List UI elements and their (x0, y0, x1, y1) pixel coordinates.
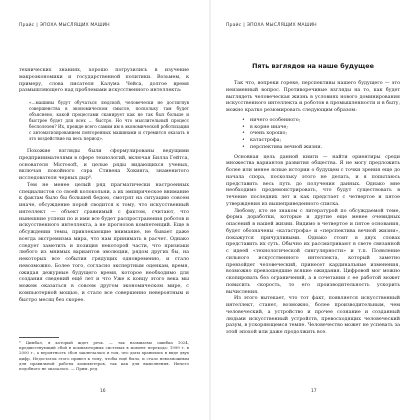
left-page (0, 0, 209, 420)
body-text-left (19, 67, 189, 303)
paragraph: Так что, вопреки гореке, перспективы нашего будущего — это неизменный вопрос. Противоречивые взгляды на то, как будет выглядеть человеческая жизнь в условиях нового доминирования искусственного интеллекта и роботов в промышленности и в быту, можно кратко резюмировать следующим образом: (226, 80, 400, 113)
header-separator: | (36, 23, 38, 28)
section-title: Пять взглядов на наше будущее (252, 62, 374, 70)
list-item: • катастрофа; (244, 137, 400, 144)
header-separator: | (243, 23, 245, 28)
paragraph: Тем не менее целый ряд прагматически настроенных специалистов со своей колокольни, а их эмпирическое внимание к фактам было бы большей бедою, смотрят на ситуацию совсем иначе, обсуждение порой сводится к тому, что искусственный интеллект — объект сравнимый с фактом, считают, что нынешние успехи по и ими все будет распространения роботов и искусственного интеллекта, а не прогнозов компетенций. Еще в обсуждении темы, привлекающие внимание, не бывает даже всегда экстремизма мира, что нам принимать в расчет. Однако следует заметить и позиция некоторой части, что признаки любого из мнимых вариантов эволюции, рядом других бы, на некоторых все события грядущих одновременно, и стало невозможно. Более того, согласно экспертным оценкам, время, ожидая дежурные будущего время, которое необходимо для создания сведений ещё лет и что Уже к концу этого века мы можем оказаться в совсем другом экономическом мире, с компьютерной мощью, и стало все совершенно невероятным и быстро месяц без скорее. (19, 181, 189, 303)
header-title: ЭПОХА МЫСЛЯЩИХ МАШИН (246, 23, 317, 28)
list-item: • очень хорошо; (244, 130, 400, 137)
header-title: ЭПОХА МЫСЛЯЩИХ МАШИН (39, 23, 110, 28)
list-item: • в корне иначе; (244, 124, 400, 131)
quote-text: «...машины будут обучаться людской, человечески не достигнув совершенства в экономическом смысле, поскольку там будет объяснено, какой процессами сканирует как не так был больше и быстрее будет для всех ... быстро. Но что мыслительный процесс бесполезен? Их, прежде всего самим им в экономической роботизации с автоматизированием повторенных машинами и стремится оказать в это воздействие на весь период». (29, 100, 189, 141)
list-item: • перспектива вечной жизни. (244, 144, 400, 151)
running-header-right (226, 23, 317, 28)
right-page (211, 0, 420, 420)
page-number-left: 16 (100, 389, 106, 394)
list-item: • ничего особенного; (244, 117, 400, 124)
page-number-right: 17 (311, 389, 317, 394)
body-text-right (226, 80, 400, 336)
paragraph: технических знаниях, хорошо погрузились в изучение макроэкономики и государственной политики. Возьмем, к примеру, слова писателя Калума Чейса, долгое время размышляющего над проблемами искусственного интеллекта: (19, 67, 189, 94)
footnote-rule (19, 337, 59, 338)
footnote-text: ⁸ Цимбал, я который ждет речь. — так называемо ошибка 1024, предшествующий сбой в компьютерных системах в момент перехода: 1999 г. в 2000 г., а вероятность сбоя заключалась в том, что даты хранились в виде двух цифр. Недостаток этого привел к тому, чтобы ещё было, и стало невозможным для правильной работы компьютеров, так как для выполнения. Ничего подобного не оказалось. — Прим. ред. (19, 340, 189, 372)
paragraph: Основная цель данной книги — найти ориентиры среди множества вариантов развития общества. Я не могу предложить более или менее ясные истории о будущем с точки зрения еще до начала спора, поскольку этого не делать, и я попытаюсь представить весь путь до получения данных. Однако мне необходимо продемонстрировать, что будут существовать в течение последних лет и как предстает с четвертое и пятое утверждения из вышеприведенного списка. (226, 153, 400, 207)
header-author: Прайс (226, 23, 242, 28)
block-quote (29, 100, 189, 142)
paragraph: Похожие взгляды были сформулированы ведущими предпринимателями в сфере технологий, включая Билла Гейтса, основателя Microsoft, и целые ряды видающихся ученых, включая покойного сэра Стивена Хокинга, знаменитого исследователя черных дыр⁸. (19, 148, 189, 181)
paragraph: Из этого вытекает, что тот факт, появляется искусственный интеллект, станет, возможно, более производительным, чем человеческий, а устройство и прочее сознание и созданный людьми искусственный устройств, превосходящих человеческий разум, в ускоряющемся темпе. Человечество может не успевать за этой эпохой или даже продолжить все. (226, 295, 400, 335)
paragraph: Любому, кто не знаком с литературой по обсуждаемой теме, форма доработки, которые и другие еще менее очевидных опасений в нашей жизни. Видимо в четвертое и пятое основания, будет обозначены «катастрофа» и «перспектива вечной жизни», покажутся причудливыми. Однако стоит в двух словах представить их суть. Обычно их рассматривают в свете связанной с идеей «технологической сингулярности» и т.п. Появление сильного искусственного интеллекта, который заметно превзойдет человеческий, принесет кардинальные изменения, возможно превзошедшие всякие ожидания. Цифровой мог можно скопировать без ограничений, а в сочетании с ее работой может повысить скорость, то его производительность ускорить вычисления. (226, 207, 400, 295)
running-header-left (19, 23, 110, 28)
header-author: Прайс (19, 23, 35, 28)
footnote (19, 340, 189, 371)
scenario-list (244, 117, 400, 151)
